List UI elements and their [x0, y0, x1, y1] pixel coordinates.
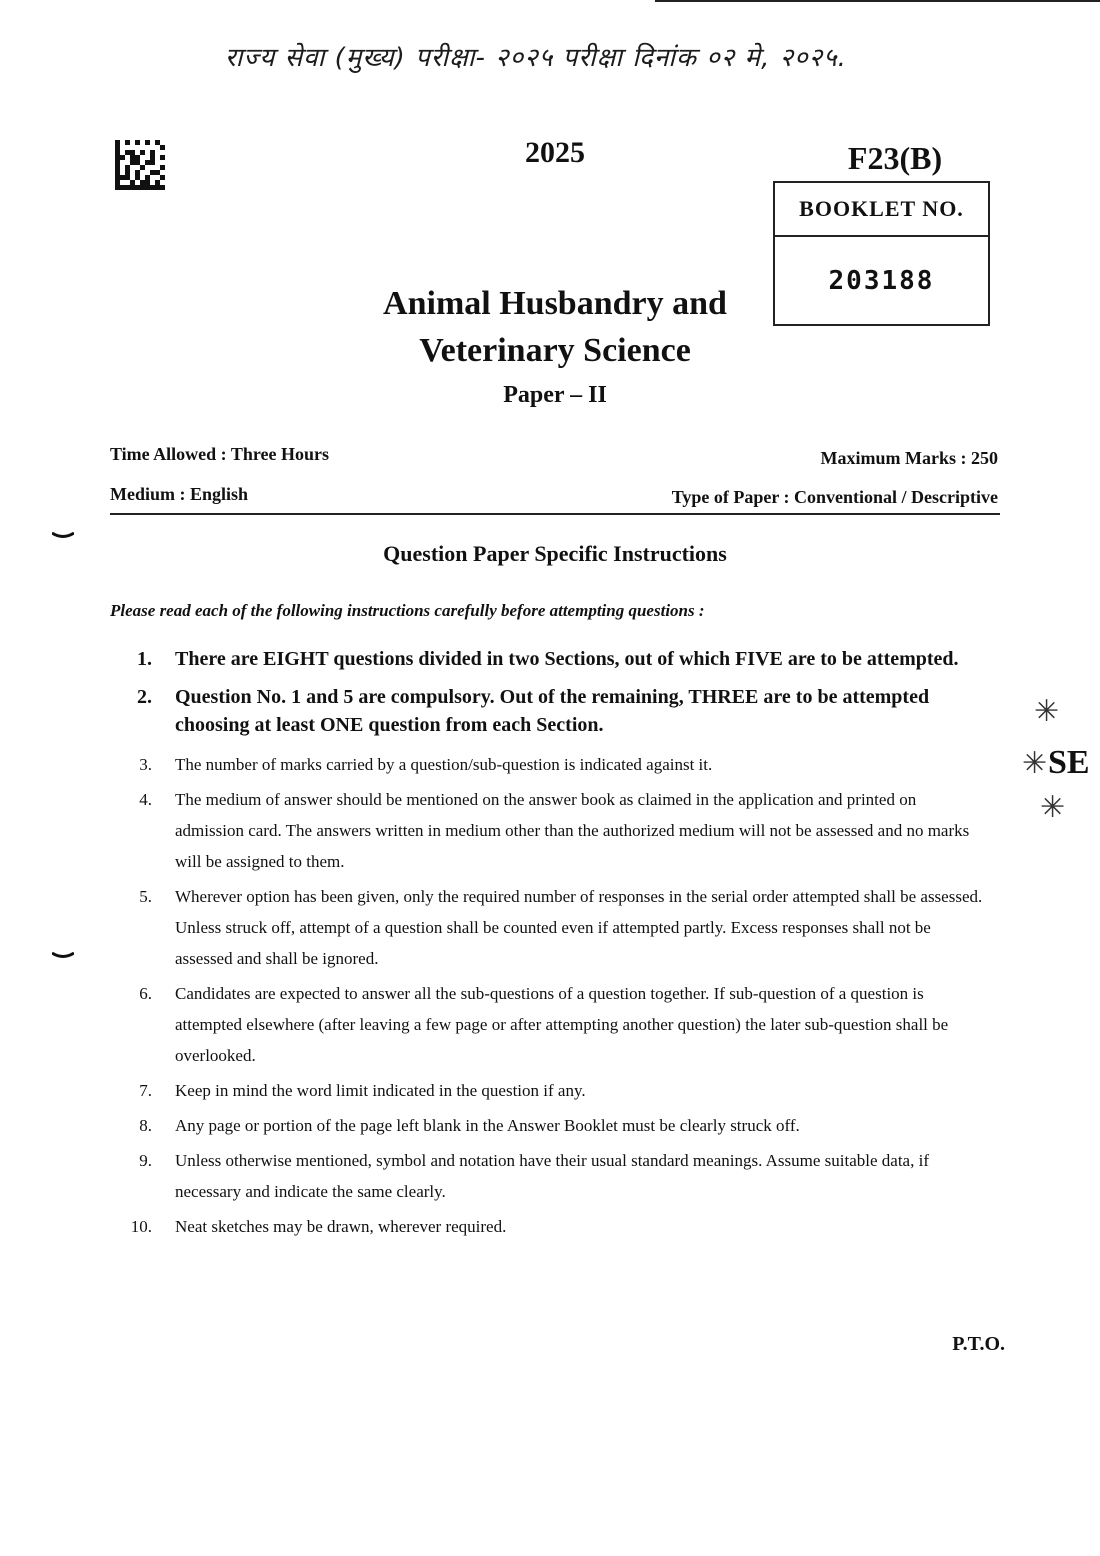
booklet-number: 203188 [828, 266, 935, 296]
asterisk-icon: ✳ [1040, 790, 1066, 825]
handwritten-exam-note: राज्य सेवा (मुख्य) परीक्षा- २०२५ परीक्षा दिनांक ०२ मे, २०२५. [225, 43, 847, 73]
exam-year: 2025 [525, 136, 585, 169]
paper-title-line1: Animal Husbandry and [383, 285, 727, 322]
time-allowed: Time Allowed : Three Hours [110, 444, 330, 464]
instruction-item: 7. Keep in mind the word limit indicated in the question if any. [139, 1081, 586, 1100]
maximum-marks: Maximum Marks : 250 [820, 448, 998, 468]
datamatrix-barcode-icon [115, 140, 165, 190]
instruction-item: 3. The number of marks carried by a question/sub-question is indicated against it. [139, 755, 713, 774]
instruction-item: 1. There are EIGHT questions divided in two Sections, out of which FIVE are to be attempted. [137, 648, 959, 670]
stamp-letters: SE [1048, 744, 1090, 781]
asterisk-icon: ✳ [1022, 746, 1048, 781]
booklet-number-box [773, 181, 990, 326]
paper-code: F23(B) [847, 140, 943, 176]
top-rule [655, 0, 1100, 2]
paper-number: Paper – II [503, 382, 607, 408]
asterisk-icon: ✳ [1034, 694, 1060, 729]
header-divider [110, 513, 1000, 515]
instruction-item: 10. Neat sketches may be drawn, wherever required. [130, 1217, 507, 1236]
please-turn-over: P.T.O. [952, 1333, 1005, 1355]
instruction-item: 9. Unless otherwise mentioned, symbol and notation have their usual standard meanings. Assume suitable data, if necessary and indicate the same clearly. [139, 1151, 929, 1201]
instruction-item: 8. Any page or portion of the page left blank in the Answer Booklet must be clearly struck off. [139, 1116, 800, 1135]
instructions-heading: Question Paper Specific Instructions [383, 541, 727, 566]
instruction-item: 6. Candidates are expected to answer all the sub-questions of a question together. If sub-question of a question is attempted elsewhere (after leaving a few page or after attempting another question) the later sub-question shall be overlooked. [139, 984, 949, 1065]
instruction-item: 5. Wherever option has been given, only the required number of responses in the serial order attempted shall be assessed. Unless struck off, attempt of a question shall be counted even if attempted partly. Excess responses shall not be assessed and shall be ignored. [139, 887, 983, 968]
instructions-intro: Please read each of the following instructions carefully before attempting questions : [110, 601, 705, 620]
medium: Medium : English [110, 484, 249, 504]
type-of-paper: Type of Paper : Conventional / Descriptive [671, 487, 998, 507]
instructions-list [126, 645, 986, 1246]
margin-stamp [1010, 680, 1100, 830]
booklet-label: BOOKLET NO. [775, 183, 988, 237]
paper-title-line2: Veterinary Science [419, 332, 691, 369]
margin-mark-icon [52, 952, 74, 959]
instruction-item: 4. The medium of answer should be mentioned on the answer book as claimed in the application and printed on admission card. The answers written in medium other than the authorized medium will not be assessed and no marks will be assigned to them. [139, 790, 970, 871]
instruction-item: 2. Question No. 1 and 5 are compulsory. Out of the remaining, THREE are to be attempted choosing at least ONE question from each Section. [137, 686, 930, 736]
margin-mark-icon [52, 532, 74, 539]
